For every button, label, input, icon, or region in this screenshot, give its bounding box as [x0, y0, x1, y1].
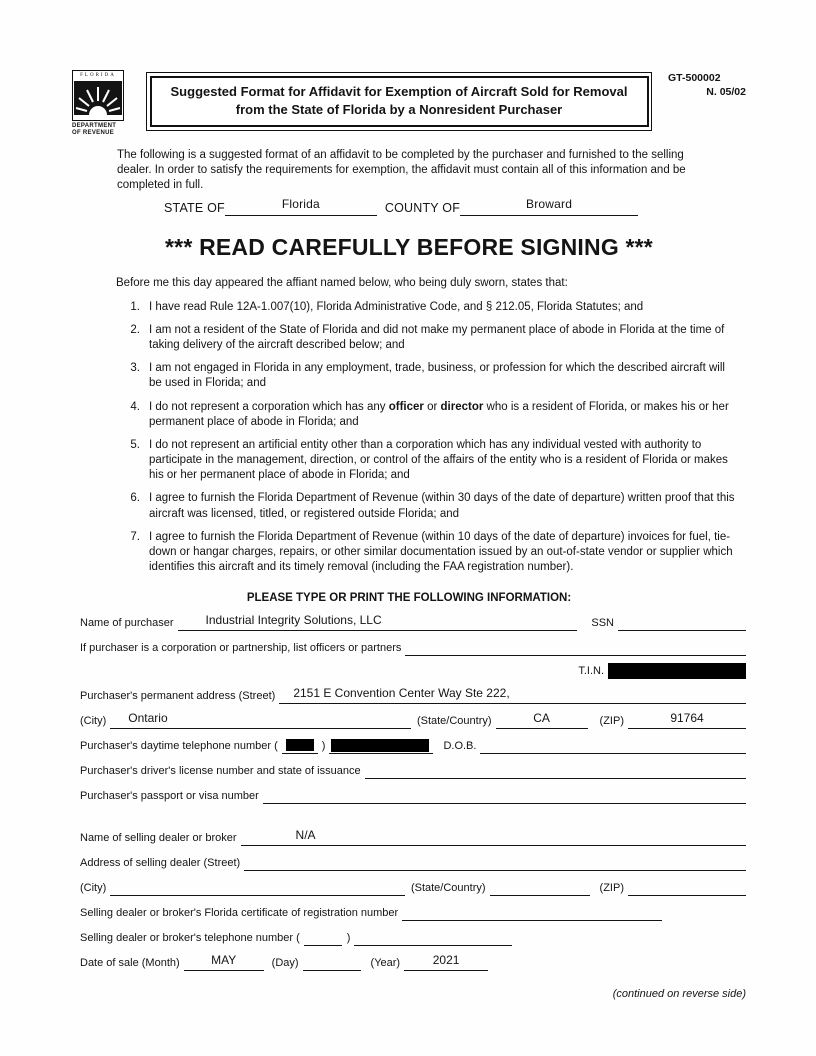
dealer-phone-label: Selling dealer or broker's telephone number (: [80, 931, 300, 944]
list-item: [118, 438, 738, 484]
dealer-section: [80, 827, 746, 971]
dealer-city-line: [110, 880, 405, 896]
dealer-city-state-zip-row: [80, 880, 746, 896]
purchaser-state-line: [496, 710, 588, 729]
dob-label: D.O.B.: [443, 739, 477, 752]
item-text: [149, 400, 738, 430]
list-item: [118, 361, 738, 391]
dealer-address-line: [244, 855, 746, 871]
purchaser-passport-row: [80, 788, 746, 804]
tin-label: T.I.N.: [578, 664, 604, 677]
purchaser-zip-value: 91764: [670, 710, 704, 725]
item-number: 4.: [130, 400, 140, 413]
logo-dept-line2: OF REVENUE: [72, 130, 115, 137]
logo-dept-line1: DEPARTMENT: [72, 122, 117, 129]
dob-line: [480, 738, 746, 754]
item-number: 2.: [130, 323, 140, 336]
florida-dor-logo: [72, 70, 128, 138]
purchaser-zip-line: [628, 710, 746, 729]
sale-month-line: [184, 952, 264, 971]
sale-year-label: (Year): [370, 956, 401, 969]
dealer-address-row: [80, 855, 746, 871]
logo-state-name: FLORIDA: [80, 73, 116, 78]
florida-sun-logo: [72, 70, 124, 121]
item-number: 7.: [130, 530, 140, 543]
ssn-line: [618, 615, 746, 631]
sworn-intro: Before me this day appeared the affiant named below, who being duly sworn, states that:: [116, 277, 568, 290]
purchaser-city-line: [110, 710, 411, 729]
dealer-registration-label: Selling dealer or broker's Florida certificate of registration number: [80, 906, 399, 919]
list-item: [118, 323, 738, 353]
form-title: Suggested Format for Affidavit for Exemption of Aircraft Sold for Removal from the State of Florida by a Nonresident Purchaser: [150, 76, 649, 128]
tin-row: [80, 663, 746, 679]
dealer-phone-line: [354, 930, 512, 946]
list-item: [118, 300, 738, 315]
purchaser-name-label: Name of purchaser: [80, 616, 174, 629]
date-of-sale-label: Date of sale (Month): [80, 956, 180, 969]
item-text-part: I do not represent a corporation which has any: [149, 400, 389, 413]
continued-note: (continued on reverse side): [612, 988, 746, 1001]
item-text-bold: director: [440, 400, 484, 413]
purchaser-name-value: Industrial Integrity Solutions, LLC: [205, 612, 382, 627]
dealer-name-label: Name of selling dealer or broker: [80, 831, 237, 844]
dealer-registration-row: [80, 905, 746, 921]
dealer-state-label: (State/Country): [410, 881, 486, 894]
item-number: 1.: [130, 300, 140, 313]
item-text: I am not engaged in Florida in any employment, trade, business, or profession for which the described aircraft will be used in Florida; and: [149, 362, 725, 390]
dealer-name-row: [80, 827, 746, 846]
dealer-zip-label: (ZIP): [599, 881, 624, 894]
dealer-zip-line: [628, 880, 746, 896]
logo-department-caption: [72, 123, 128, 138]
dealer-state-line: [490, 880, 590, 896]
purchaser-city-value: Ontario: [128, 710, 168, 725]
phone-number-redaction-box: [331, 739, 429, 752]
purchaser-state-value: CA: [533, 710, 550, 725]
form-instruction: PLEASE TYPE OR PRINT THE FOLLOWING INFORMATION:: [246, 592, 572, 605]
item-text-part: who is a resident of Florida, or makes his or her permanent place of abode in Florida; and: [149, 400, 729, 428]
item-text: I have read Rule 12A-1.007(10), Florida Administrative Code, and § 212.05, Florida Statutes; and: [149, 300, 644, 313]
item-text: I agree to furnish the Florida Department of Revenue (within 30 days of the date of departure) written proof that this aircraft was licensed, titled, or registered outside Florida; and: [149, 492, 735, 520]
date-of-sale-row: [80, 952, 746, 971]
item-text: I do not represent an artificial entity other than a corporation which has any individual vested with authority to participate in the management, direction, or control of the affairs of the entity who is a resident of Florida or makes his or her permanent place of abode in Florida; and: [149, 438, 728, 482]
dealer-phone-row: [80, 930, 746, 946]
purchaser-address-row: [80, 685, 746, 704]
purchaser-state-label: (State/Country): [416, 714, 492, 727]
purchaser-city-state-zip-row: [80, 710, 746, 729]
dealer-phone-close-paren: ): [346, 931, 351, 944]
affidavit-items: [118, 300, 738, 576]
officers-label: If purchaser is a corporation or partnership, list officers or partners: [80, 641, 402, 654]
list-item: [118, 491, 738, 521]
form-number-block: [668, 70, 746, 99]
purchaser-name-line: [178, 612, 578, 631]
officers-line: [405, 640, 746, 656]
purchaser-address-line: [279, 685, 746, 704]
purchaser-address-label: Purchaser's permanent address (Street): [80, 689, 276, 702]
purchaser-phone-close-paren: ): [321, 739, 326, 752]
list-item: [118, 400, 738, 430]
jurisdiction-row: [164, 197, 746, 217]
purchaser-area-code-line: [282, 738, 318, 754]
dealer-name-line: [241, 827, 746, 846]
purchaser-passport-line: [263, 788, 746, 804]
purchaser-phone-line: [329, 738, 433, 754]
county-line: [460, 197, 638, 216]
item-number: 6.: [130, 492, 140, 505]
ssn-label: SSN: [591, 616, 614, 629]
county-of-label: COUNTY OF: [384, 200, 461, 215]
state-line: [225, 197, 377, 216]
county-value: Broward: [526, 197, 573, 212]
state-value: Florida: [281, 197, 320, 212]
purchaser-license-line: [365, 763, 746, 779]
title-box: [146, 72, 652, 131]
list-item: [118, 530, 738, 576]
item-text: I am not a resident of the State of Florida and did not make my permanent place of abode in Florida at the time of taking delivery of the aircraft described below; and: [149, 323, 725, 351]
purchaser-name-row: [80, 612, 746, 631]
dealer-name-value: N/A: [295, 827, 316, 842]
sale-year-line: [404, 952, 488, 971]
area-code-redaction-box: [286, 739, 314, 751]
sale-month-value: MAY: [211, 952, 237, 967]
item-number: 3.: [130, 362, 140, 375]
page-header: [72, 70, 746, 138]
dealer-city-label: (City): [80, 881, 107, 894]
sun-rays-icon: [73, 81, 123, 115]
tin-redaction-box: [608, 663, 746, 679]
dealer-registration-line: [402, 905, 662, 921]
purchaser-city-label: (City): [80, 714, 107, 727]
officers-row: [80, 640, 746, 656]
sale-year-value: 2021: [432, 952, 460, 967]
purchaser-license-label: Purchaser's driver's license number and state of issuance: [80, 764, 361, 777]
purchaser-phone-row: [80, 738, 746, 754]
sale-day-line: [303, 955, 361, 971]
purchaser-phone-label: Purchaser's daytime telephone number (: [80, 739, 278, 752]
purchaser-license-row: [80, 763, 746, 779]
purchaser-passport-label: Purchaser's passport or visa number: [80, 789, 259, 802]
form-fields: [80, 612, 746, 1002]
item-text: I agree to furnish the Florida Department of Revenue (within 10 days of the date of departure) invoices for fuel, tie-down or hangar charges, repairs, or other similar documentation issued by an out-of-state vendor or supplier which identifies this aircraft and its timely removal (including the FAA registration number).: [149, 530, 733, 574]
dealer-area-code-line: [304, 930, 342, 946]
read-carefully-heading: *** READ CAREFULLY BEFORE SIGNING ***: [165, 234, 653, 261]
form-revision: N. 05/02: [706, 86, 746, 99]
sale-day-label: (Day): [271, 956, 299, 969]
state-of-label: STATE OF: [164, 200, 225, 215]
item-text-part: or: [423, 400, 441, 413]
form-number: GT-500002: [668, 72, 721, 84]
item-number: 5.: [130, 438, 140, 451]
intro-paragraph: The following is a suggested format of an affidavit to be completed by the purchaser and furnished to the selling dealer. In order to satisfy the requirements for exemption, the affidavit must contain all of this information and be completed in full.: [117, 148, 686, 192]
item-text-bold: officer: [388, 400, 424, 413]
purchaser-zip-label: (ZIP): [599, 714, 624, 727]
dealer-address-label: Address of selling dealer (Street): [80, 856, 241, 869]
purchaser-address-value: 2151 E Convention Center Way Ste 222,: [293, 685, 510, 700]
